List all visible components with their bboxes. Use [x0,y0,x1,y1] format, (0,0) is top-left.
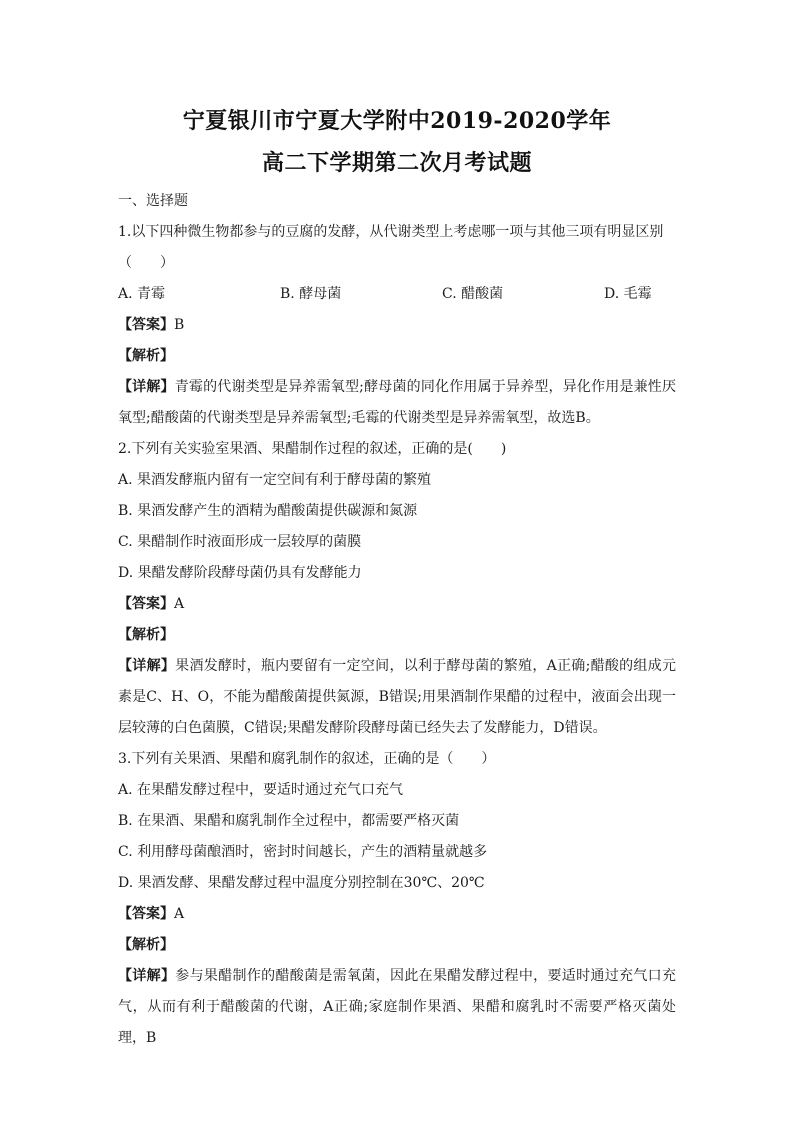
q2-option-c: C. 果醋制作时液面形成一层较厚的菌膜 [118,534,362,550]
answer-tag: 【答案】 [118,596,174,612]
q3-option-a: A. 在果醋发酵过程中，要适时通过充气口充气 [118,782,404,798]
detail-tag: 【详解】 [118,658,176,674]
q2-option-d: D. 果醋发酵阶段酵母菌仍具有发酵能力 [118,565,362,581]
q3-detail-text: 参与果醋制作的醋酸菌是需氧菌，因此在果醋发酵过程中，要适时通过充气口充气，从而有利于醋酸菌的代谢，A正确;家庭制作果酒、果醋和腐乳时不需要严格灭菌处理，B [118,968,677,1046]
document-content [118,186,676,1054]
q1-analysis-tag: 【解析】 [118,348,174,364]
q2-stem: 2.下列有关实验室果酒、果醋制作过程的叙述，正确的是( ) [118,441,507,457]
q3-option-b: B. 在果酒、果醋和腐乳制作全过程中，都需要严格灭菌 [118,813,460,829]
q3-detail [118,961,676,1054]
q3-option-c: C. 利用酵母菌酿酒时，密封时间越长，产生的酒精量就越多 [118,844,488,860]
q2-analysis-tag: 【解析】 [118,627,174,643]
detail-tag: 【详解】 [118,379,175,395]
q1-option-d: D. 毛霉 [604,286,652,302]
q3-answer-value: A [174,906,185,922]
q2-answer-value: A [174,596,185,612]
q2-option-b: B. 果酒发酵产生的酒精为醋酸菌提供碳源和氮源 [118,503,418,519]
q1-option-b: B. 酵母菌 [280,286,342,302]
q1-stem-line1: 1.以下四种微生物都参与的豆腐的发酵，从代谢类型上考虑哪一项与其他三项有明显区别 [118,224,664,240]
q1-detail [118,372,676,434]
q3-option-d: D. 果酒发酵、果醋发酵过程中温度分别控制在30℃、20℃ [118,875,485,891]
q3-stem: 3.下列有关果酒、果醋和腐乳制作的叙述，正确的是（ ） [118,751,496,767]
q2-detail-text: 果酒发酵时，瓶内要留有一定空间，以利于酵母菌的繁殖，A正确;醋酸的组成元素是C、H、O，不能为醋酸菌提供氮源，B错误;用果酒制作果醋的过程中，液面会出现一层较薄的白色菌膜，C错误;果醋发酵阶段酵母菌已经失去了发酵能力，D错误。 [118,658,677,736]
q1-answer [118,310,676,341]
answer-tag: 【答案】 [118,906,174,922]
q1-answer-value: B [174,317,185,333]
q3-answer [118,899,676,930]
title-line-1: 宁夏银川市宁夏大学附中2019-2020学年 [182,108,612,134]
q1-option-a: A. 青霉 [118,286,166,302]
q2-option-a: A. 果酒发酵瓶内留有一定空间有利于酵母菌的繁殖 [118,472,432,488]
detail-tag: 【详解】 [118,968,176,984]
section-heading: 一、选择题 [118,193,188,209]
q1-stem-line2: （ ） [118,255,174,271]
q1-detail-text: 青霉的代谢类型是异养需氧型;酵母菌的同化作用属于异养型，异化作用是兼性厌氧型;醋酸菌的代谢类型是异养需氧型;毛霉的代谢类型是异养需氧型，故选B。 [118,379,676,426]
title-line-2: 高二下学期第二次月考试题 [261,150,532,176]
q1-options [118,279,676,310]
answer-tag: 【答案】 [118,317,174,333]
q2-answer [118,589,676,620]
q3-analysis-tag: 【解析】 [118,937,174,953]
q2-detail [118,651,676,744]
q1-option-c: C. 醋酸菌 [442,286,504,302]
